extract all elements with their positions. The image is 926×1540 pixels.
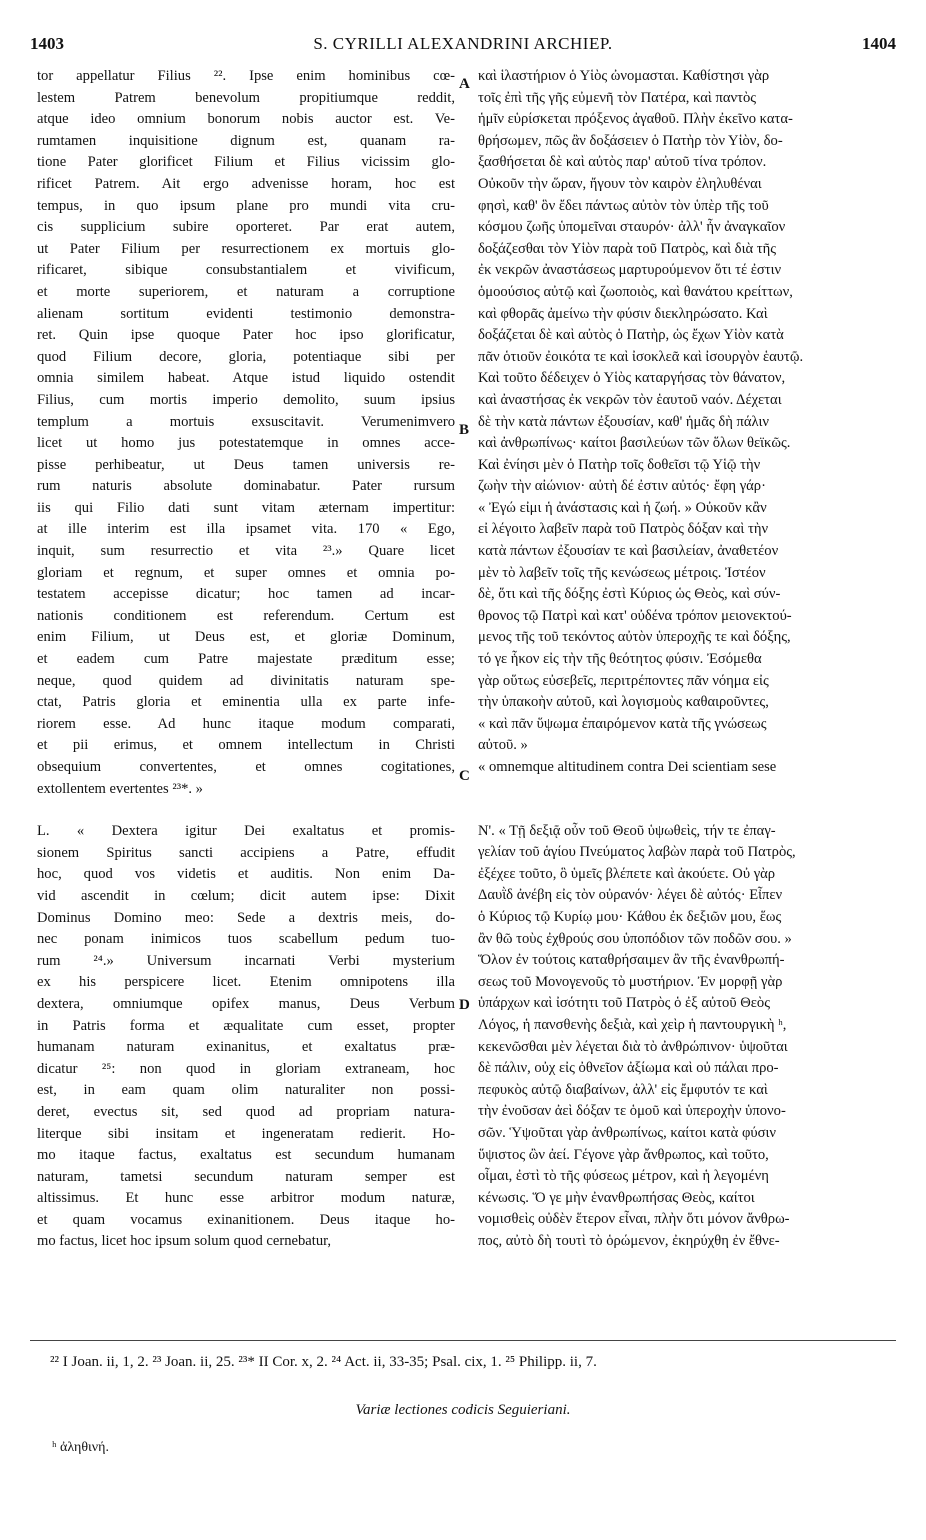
greek-text-line: πᾶν ὁτιοῦν ἐοικότα τε καὶ ἰσοκλεᾶ καὶ ἰσουργὸν ἑαυτῷ. — [478, 348, 804, 365]
footnotes: ²² I Joan. ii, 1, 2. ²³ Joan. ii, 25. ²³* II Cor. x, 2. ²⁴ Act. ii, 33-35; Psal. cix, 1. ²⁵ Philipp. ii, 7. — [50, 1354, 597, 1370]
greek-text-line: ὕψιστος ὢν ἀεί. Γέγονε γὰρ ἄνθρωπος, καὶ τοῦτο, — [478, 1146, 769, 1163]
latin-text-line: enim Filium, ut Deus est, et gloriæ Dominum, — [37, 629, 455, 646]
latin-text-line: extollentem evertentes ²³*. » — [37, 780, 203, 797]
latin-text-line: Filius, cum mortis imperio demolito, suum ipsius — [37, 391, 455, 408]
latin-text-line: mo itaque factus, exaltatus est secundum humanam — [37, 1147, 455, 1164]
greek-text-line: κόσμου ζωῆς ὑπομεῖναι σταυρόν· ἀλλ' ἦν ἀναγκαῖον — [478, 219, 786, 236]
greek-text-line: Δαυῒδ ἀνέβη εἰς τὸν οὐρανόν· λέγει δὲ αὐτός· Εἶπεν — [478, 887, 783, 904]
greek-text-line: δὲ πάλιν, οὐχ εἰς ὀθνεῖον ἀξίωμα καὶ οὐ πάλαι προ- — [478, 1060, 779, 1077]
greek-text-line: ἐξέχεε τοῦτο, ὃ ὑμεῖς βλέπετε καὶ ἀκούετε. Οὐ γὰρ — [478, 865, 776, 882]
greek-text-line: « καὶ πᾶν ὕψωμα ἐπαιρόμενον κατὰ τῆς γνώσεως — [478, 715, 767, 732]
greek-text-line: τὴν ὑπακοὴν αὐτοῦ, καὶ λογισμοὺς καθαιροῦντες, — [478, 694, 769, 711]
page-number-left: 1403 — [30, 34, 64, 53]
latin-text-line: cis supplicium subire oporteret. Par erat autem, — [37, 219, 455, 236]
greek-text-line: ὁ Κύριος τῷ Κυρίῳ μου· Κάθου ἐκ δεξιῶν μου, ἕως — [478, 908, 782, 925]
greek-text-line: καὶ ἀναστήσας ἐκ νεκρῶν τὸν ἑαυτοῦ ναόν. Δέχεται — [478, 391, 782, 408]
latin-text-line: et eadem cum Patre majestate præditum esse; — [37, 651, 455, 668]
greek-text-line: κατὰ πάντων ἐξουσίαν τε καὶ βασιλείαν, ἀναθετέον — [478, 543, 779, 560]
latin-text-line: dicatur ²⁵: non quod in gloriam extraneam, hoc — [37, 1060, 455, 1077]
latin-text-line: nationis conditionem est referendum. Certum est — [37, 607, 455, 624]
greek-text-line: εἰ λέγοιτο λαβεῖν παρὰ τοῦ Πατρὸς δόξαν καὶ τὴν — [478, 521, 769, 538]
variant-reading: ʰ ἀληθινή. — [52, 1440, 109, 1455]
latin-text-line: L. « Dextera igitur Dei exaltatus et promis- — [37, 823, 455, 840]
latin-text-line: rumtamen inquisitione dignum est, quanam ra- — [37, 132, 455, 149]
latin-text-line: omnia similem habeat. Atque istud liquido ostendit — [37, 370, 455, 387]
greek-text-line — [478, 800, 894, 821]
latin-text-line: tione Pater glorificet Filium et Filius vicissim glo- — [37, 154, 455, 171]
latin-text-line: pisse perhibeatur, ut Deus tamen universis re- — [37, 456, 455, 473]
greek-text-line: Οὐκοῦν τὴν ὥραν, ἤγουν τὸν καιρὸν ἐληλυθέναι — [478, 175, 762, 192]
latin-text-line: templum a mortuis exsuscitavit. Verumenimvero — [37, 413, 455, 430]
latin-text-line: ctat, Patris gloria et eminentia ulla ex parte infe- — [37, 694, 455, 711]
latin-text-line: nec ponam inimicos tuos scabellum pedum tuo- — [37, 931, 455, 948]
latin-text-line: humanam naturam exinanitus, et exaltatus præ- — [37, 1039, 455, 1056]
latin-text-line: deret, evectus sit, sed quod ad propriam natura- — [37, 1103, 455, 1120]
latin-text-line: tor appellatur Filius ²². Ipse enim hominibus cœ- — [37, 68, 455, 84]
greek-text-line: γὰρ οὕτως εὐσεβεῖς, περιτρέποντες πᾶν νόημα εἰς — [478, 672, 769, 689]
latin-text-line: rum naturis absolute dominabatur. Pater rursum — [37, 478, 455, 495]
latin-text-line: et pii erimus, et omnem intellectum in Christi — [37, 737, 455, 754]
greek-text-line: ζωὴν τὴν αἰώνιον· αὐτὴ δέ ἐστιν αὐτός· ἔφη γάρ· — [478, 478, 766, 495]
latin-text-line: est, in eam quam olim naturaliter non possi- — [37, 1082, 455, 1099]
latin-text-line: literque sibi insitam et ingeneratam redierit. Ho- — [37, 1125, 455, 1142]
latin-text-line: vid ascendit in cœlum; dicit autem ipse: Dixit — [37, 887, 455, 904]
latin-text-line: et morte superiorem, et naturam a corruptione — [37, 283, 455, 300]
latin-text-line: mo factus, licet hoc ipsum solum quod cernebatur, — [37, 1233, 332, 1250]
greek-text-line: Ν'. « Τῇ δεξιᾷ οὖν τοῦ Θεοῦ ὑψωθεὶς, τήν τε ἐπαγ- — [478, 822, 776, 839]
greek-text-line: γελίαν τοῦ ἁγίου Πνεύματος λαβὼν παρὰ τοῦ Πατρὸς, — [478, 844, 796, 861]
greek-text-line: τὴν ἐνοῦσαν ἀεὶ δόξαν τε ὁμοῦ καὶ ὑπεροχὴν ὑπονο- — [478, 1103, 786, 1120]
greek-text-line: τοῖς ἐπὶ τῆς γῆς εὐμενῆ τὸν Πατέρα, καὶ παντὸς — [478, 89, 757, 106]
margin-marker-d: D — [459, 997, 470, 1013]
greek-text-line: « omnemque altitudinem contra Dei scientiam sese — [478, 759, 777, 775]
greek-text-line: νομισθεὶς οὐδὲν ἕτερον εἶναι, πλὴν ὅτι μόνον ἄνθρω- — [478, 1211, 790, 1228]
greek-text-line: Λόγος, ἡ πανσθενὴς δεξιὰ, καὶ χεὶρ ἡ παντουργικὴ ʰ, — [478, 1016, 787, 1033]
margin-marker-a: A — [459, 76, 470, 92]
greek-text-line: Καὶ τοῦτο δέδειχεν ὁ Υἱὸς καταργήσας τὸν θάνατον, — [478, 370, 786, 387]
greek-text-line: κεκενῶσθαι μὲν λέγεται διὰ τὸ ἀνθρώπινον· ὑψοῦται — [478, 1038, 788, 1055]
greek-text-line: ἡμῖν εὑρίσκεται πρόξενος ἀγαθοῦ. Πλὴν ἐκεῖνο κατα- — [478, 111, 793, 128]
greek-text-line: θρονος τῷ Πατρὶ καὶ κατ' οὐδένα τρόπον μειονεκτού- — [478, 607, 792, 624]
latin-text-line: licet ut homo jus potestatemque in omnes acce- — [37, 435, 455, 452]
latin-text-line: atque ideo omnium bonorum nobis auctor est. Ve- — [37, 111, 455, 128]
latin-text-line: et quam vocamus exinanitionem. Deus itaque ho- — [37, 1211, 455, 1228]
page-header — [30, 34, 896, 60]
greek-text-line: Ὅλον ἐν τούτοις καταθρήσαιμεν ἂν τῆς ἐνανθρωπή- — [478, 952, 785, 969]
greek-text-line: ὁμοούσιος αὐτῷ καὶ ζωοποιὸς, καὶ θανάτου κρείττων, — [478, 283, 793, 300]
latin-text-line: ex his perspicere licet. Etenim omnipotens illa — [37, 974, 455, 991]
greek-text-line: ὑπάρχων καὶ ἰσότητι τοῦ Πατρὸς ὁ ἐξ αὐτοῦ Θεὸς — [478, 995, 770, 1012]
latin-text-line: altissimus. Et hunc esse arbitror modum naturæ, — [37, 1190, 455, 1207]
latin-text-line: gloriam et regnum, et super omnes et omnia po- — [37, 564, 455, 581]
greek-text-line: καὶ ἱλαστήριον ὁ Υἱὸς ὠνομασται. Καθίστησι γὰρ — [478, 68, 770, 84]
latin-text-line: quod Filium decore, gloria, potentiaque sibi per — [37, 348, 455, 365]
latin-text-line: hoc, quod vos videtis et auditis. Non enim Da- — [37, 866, 455, 883]
greek-text-line: τό γε ἧκον εἰς τὴν τῆς θεότητος φύσιν. Ἐσόμεθα — [478, 651, 762, 668]
greek-text-line: θρήσωμεν, πῶς ἂν δοξάσειεν ὁ Πατὴρ τὸν Υἱὸν, δο- — [478, 132, 783, 149]
greek-text-line: οἶμαι, ἐστὶ τὸ τῆς φύσεως μέτρον, καὶ ἡ λεγομένη — [478, 1168, 769, 1185]
greek-column — [478, 66, 894, 1252]
latin-text-line — [37, 800, 455, 821]
variae-lectiones-heading: Variæ lectiones codicis Seguieriani. — [355, 1402, 571, 1418]
greek-text-line: αὐτοῦ. » — [478, 737, 528, 754]
greek-text-line: καὶ ἀνθρωπίνως· καίτοι βασιλεύων τῶν ὅλων θεϊκῶς. — [478, 435, 791, 452]
latin-text-line: inquit, sum resurrectio et vita ²³.» Quare licet — [37, 543, 455, 560]
latin-text-line: ut Pater Filium per resurrectionem ex mortuis glo- — [37, 240, 455, 257]
latin-text-line: tempus, in quo ipsum plane pro mundi vita cru- — [37, 197, 455, 214]
running-title: S. CYRILLI ALEXANDRINI ARCHIEP. — [313, 34, 613, 53]
latin-text-line: sionem Spiritus sancti accipiens a Patre, effudit — [37, 844, 455, 861]
margin-marker-c: C — [459, 768, 470, 784]
greek-text-line: κένωσις. Ὅ γε μὴν ἐνανθρωπήσας Θεὸς, καίτοι — [478, 1189, 755, 1206]
latin-text-line: alienam sortitum evidenti testimonio demonstra- — [37, 305, 455, 322]
latin-text-line: ret. Quin ipse quoque Pater hoc ipso glorificatur, — [37, 327, 455, 344]
greek-text-line: μενος τῆς τοῦ τεκόντος αὐτὸν ὑπεροχῆς τε καὶ δόξης, — [478, 629, 791, 646]
latin-text-line: rificaret, sibique consubstantialem et vivificum, — [37, 262, 455, 279]
greek-text-line: φησὶ, καθ' ὃν ἔδει πάντως αὐτὸν τὸν ὑπὲρ τῆς τοῦ — [478, 197, 769, 214]
latin-text-line: rum ²⁴.» Universum incarnati Verbi mysterium — [37, 952, 455, 969]
latin-text-line: rificet Patrem. Ait ergo advenisse horam, hoc est — [37, 175, 455, 192]
greek-text-line: μὲν τὸ λαβεῖν τοῖς τῆς κενώσεως μέτροις. Ἰστέον — [478, 564, 766, 581]
latin-text-line: naturam, tametsi secundum naturam semper est — [37, 1168, 455, 1185]
greek-text-line: πος, αὐτὸ δὴ τουτὶ τὸ ὁρώμενον, ἐκηρύχθη ἐν ἔθνε- — [478, 1232, 780, 1249]
latin-column — [37, 66, 455, 1253]
latin-text-line: riorem esse. Ad hunc itaque modum comparati, — [37, 715, 455, 732]
greek-text-line: ξασθήσεται δὲ καὶ αὐτὸς παρ' αὐτοῦ τίνα τρόπον. — [478, 154, 767, 171]
greek-text-line: σῶν. Ὑψοῦται γὰρ ἀνθρωπίνως, καίτοι κατὰ φύσιν — [478, 1124, 776, 1141]
footnote-rule — [30, 1340, 896, 1341]
latin-text-line: dextera, omniumque opifex manus, Deus Verbum — [37, 995, 455, 1012]
greek-text-line: καὶ φθορᾶς ἀμείνω τὴν φύσιν διεκληρώσατο. Καὶ — [478, 305, 768, 322]
greek-text-line: ἐκ νεκρῶν ἀναστάσεως μαρτυρούμενον ὅτι τέ ἐστιν — [478, 262, 782, 279]
greek-text-line: « Ἐγώ εἰμι ἡ ἀνάστασις καὶ ἡ ζωή. » Οὐκοῦν κἂν — [478, 499, 767, 516]
greek-text-line: ἂν θῶ τοὺς ἐχθρούς σου ὑποπόδιον τῶν ποδῶν σου. » — [478, 930, 792, 947]
latin-text-line: Dominus Domino meo: Sede a dextris meis, do- — [37, 909, 455, 926]
greek-text-line: δοξάζεσθαι τὸν Υἱὸν παρὰ τοῦ Πατρὸς, καὶ διὰ τῆς — [478, 240, 777, 257]
latin-text-line: at ille interim est illa ipsamet vita. 170 « Ego, — [37, 521, 455, 538]
greek-text-line — [478, 779, 894, 800]
greek-text-line: δὲ τὴν κατὰ πάντων ἐξουσίαν, καθ' ἡμᾶς δὴ πάλιν — [478, 413, 769, 430]
greek-text-line: Καὶ ἐνίησι μὲν ὁ Πατὴρ τοῖς δοθεῖσι τῷ Υἱῷ τὴν — [478, 456, 761, 473]
margin-marker-b: B — [459, 422, 470, 438]
greek-text-line: δοξάζεται δὲ καὶ αὐτὸς ὁ Πατὴρ, ὡς ἔχων Υἱὸν κατὰ — [478, 327, 784, 344]
greek-text-line: σεως τοῦ Μονογενοῦς τὸ μυστήριον. Ἐν μορφῇ γὰρ — [478, 973, 783, 990]
greek-text-line: πεφυκὸς αὐτῷ διαβαίνων, ἀλλ' εἰς ἔμφυτόν τε καὶ — [478, 1081, 768, 1098]
page-number-right: 1404 — [862, 34, 896, 53]
latin-text-line: testatem accepisse dicatur; hoc tamen ad incar- — [37, 586, 455, 603]
latin-text-line: obsequium convertentes, et omnes cogitationes, — [37, 759, 455, 775]
latin-text-line: iis qui Filio dati sunt vitam æternam impertitur: — [37, 499, 455, 516]
latin-text-line: neque, quod quidem ad divinitatis naturam spe- — [37, 672, 455, 689]
latin-text-line: in Patris forma et æqualitate cum esset, propter — [37, 1017, 455, 1034]
latin-text-line: lestem Patrem benevolum propitiumque reddit, — [37, 89, 455, 106]
greek-text-line: δὲ, ὅτι καὶ τῆς δόξης ἐστὶ Κύριος ὡς Θεὸς, καὶ σύν- — [478, 586, 781, 603]
